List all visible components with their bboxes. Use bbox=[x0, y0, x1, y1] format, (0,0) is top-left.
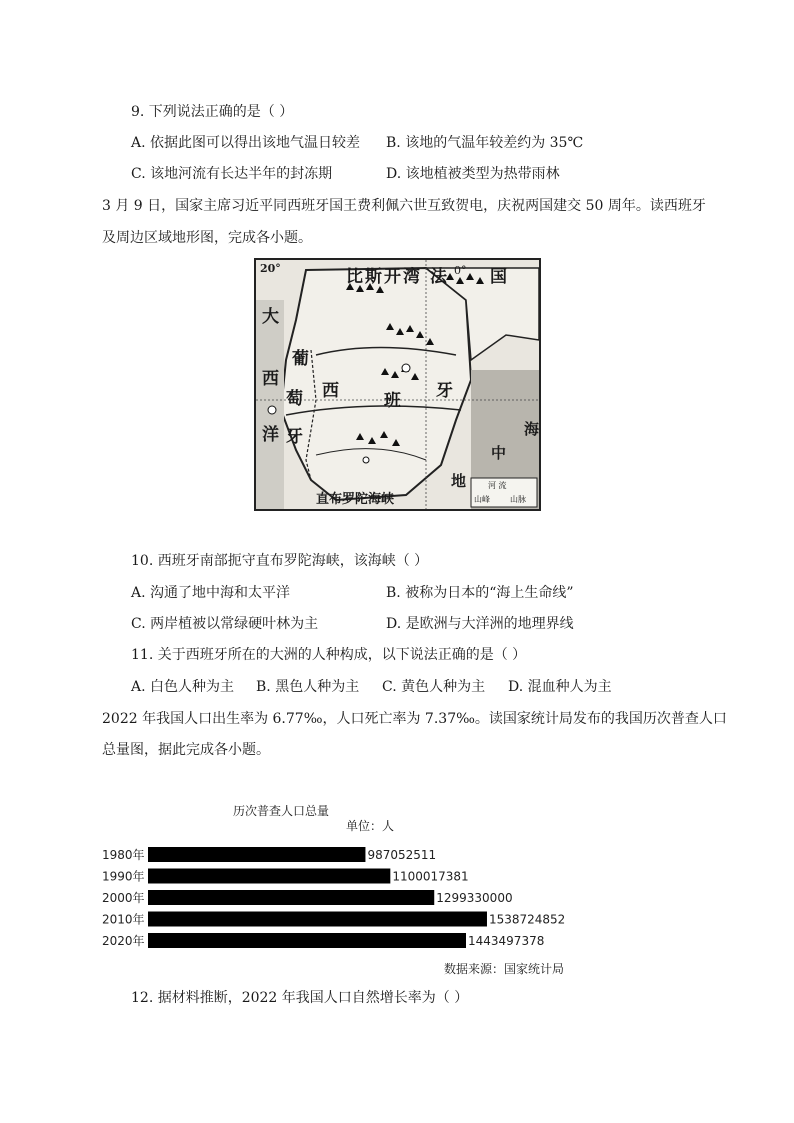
spain-topographic-map bbox=[254, 258, 541, 511]
map-strait-label: 直布罗陀海峡 bbox=[316, 492, 395, 507]
q11-option-c: C. 黄色人种为主 bbox=[382, 679, 486, 695]
category-label: 2010年 bbox=[102, 912, 145, 927]
map-lon-label: 0° bbox=[454, 264, 467, 277]
map-bay-label: 比斯开湾 bbox=[346, 267, 422, 287]
q9-stem: 9. 下列说法正确的是（ ） bbox=[131, 104, 294, 120]
q10-option-a: A. 沟通了地中海和太平洋 bbox=[131, 585, 291, 601]
value-label: 1299330000 bbox=[436, 891, 513, 905]
value-label: 1538724852 bbox=[488, 912, 566, 927]
value-label: 1100017381 bbox=[392, 869, 469, 884]
chart-title: 历次普查人口总量 bbox=[233, 804, 330, 818]
category-label: 2000年 bbox=[102, 891, 145, 905]
map-legend-river: 河 流 bbox=[488, 481, 507, 490]
chart-unit: 单位：人 bbox=[346, 819, 395, 833]
chart-source: 数据来源：国家统计局 bbox=[444, 962, 565, 976]
q11-option-d: D. 混血种人为主 bbox=[508, 679, 612, 695]
map-atlantic-label-1: 大 bbox=[262, 307, 279, 327]
map-portugal-label-1: 葡 bbox=[292, 349, 309, 369]
q10-option-d: D. 是欧洲与大洋洲的地理界线 bbox=[386, 616, 574, 632]
map-lat-label: 20° bbox=[260, 262, 281, 275]
q11-stem: 11. 关于西班牙所在的大洲的人种构成，以下说法正确的是（ ） bbox=[131, 647, 527, 663]
bar bbox=[148, 933, 466, 948]
map-med-label-3: 海 bbox=[524, 420, 540, 438]
intro2-line1: 2022 年我国人口出生率为 6.77‰，人口死亡率为 7.37‰。读国家统计局发布的我国历次普查人口 bbox=[102, 711, 727, 727]
q12-stem: 12. 据材料推断，2022 年我国人口自然增长率为（ ） bbox=[131, 990, 469, 1006]
category-label: 2020年 bbox=[102, 934, 145, 948]
map-spain-label-2: 班 bbox=[384, 391, 401, 411]
map-portugal-label-3: 牙 bbox=[286, 427, 303, 447]
map-legend-mountain: 山脉 bbox=[510, 495, 526, 504]
value-label: 1443497378 bbox=[468, 934, 545, 948]
q9-option-d: D. 该地植被类型为热带雨林 bbox=[386, 166, 560, 182]
intro1-line1: 3 月 9 日，国家主席习近平同西班牙国王费利佩六世互致贺电，庆祝两国建交 50 周年。读西班牙 bbox=[102, 198, 706, 214]
map-spain-label-3: 牙 bbox=[436, 381, 453, 401]
intro2-line2: 总量图，据此完成各小题。 bbox=[102, 742, 270, 758]
population-bar-chart bbox=[100, 843, 660, 953]
map-france-label-2: 国 bbox=[490, 267, 507, 287]
map-portugal-label-2: 萄 bbox=[286, 389, 303, 409]
value-label: 987052511 bbox=[367, 848, 437, 862]
bar bbox=[148, 869, 390, 884]
map-atlantic-label-2: 西 bbox=[262, 369, 279, 389]
q9-option-a: A. 依据此图可以得出该地气温日较差 bbox=[131, 135, 361, 151]
bar bbox=[148, 912, 487, 927]
q10-stem: 10. 西班牙南部扼守直布罗陀海峡，该海峡（ ） bbox=[131, 553, 429, 569]
q10-option-b: B. 被称为日本的“海上生命线” bbox=[386, 585, 574, 601]
intro1-line2: 及周边区域地形图，完成各小题。 bbox=[102, 230, 312, 246]
map-france-label: 法 bbox=[430, 267, 447, 287]
q10-option-c: C. 两岸植被以常绿硬叶林为主 bbox=[131, 616, 319, 632]
map-med-label-1: 地 bbox=[451, 472, 467, 490]
category-label: 1990年 bbox=[102, 869, 145, 884]
map-med-label-2: 中 bbox=[491, 444, 507, 462]
category-label: 1980年 bbox=[102, 848, 145, 862]
q11-option-b: B. 黑色人种为主 bbox=[256, 679, 360, 695]
q9-option-b: B. 该地的气温年较差约为 35℃ bbox=[386, 135, 584, 151]
map-atlantic-label-3: 洋 bbox=[262, 425, 279, 445]
q9-option-c: C. 该地河流有长达半年的封冻期 bbox=[131, 166, 333, 182]
bar bbox=[148, 847, 365, 862]
map-spain-label-1: 西 bbox=[322, 381, 339, 401]
q11-option-a: A. 白色人种为主 bbox=[131, 679, 235, 695]
map-legend-peak: 山峰 bbox=[474, 495, 490, 504]
bar bbox=[148, 890, 434, 905]
